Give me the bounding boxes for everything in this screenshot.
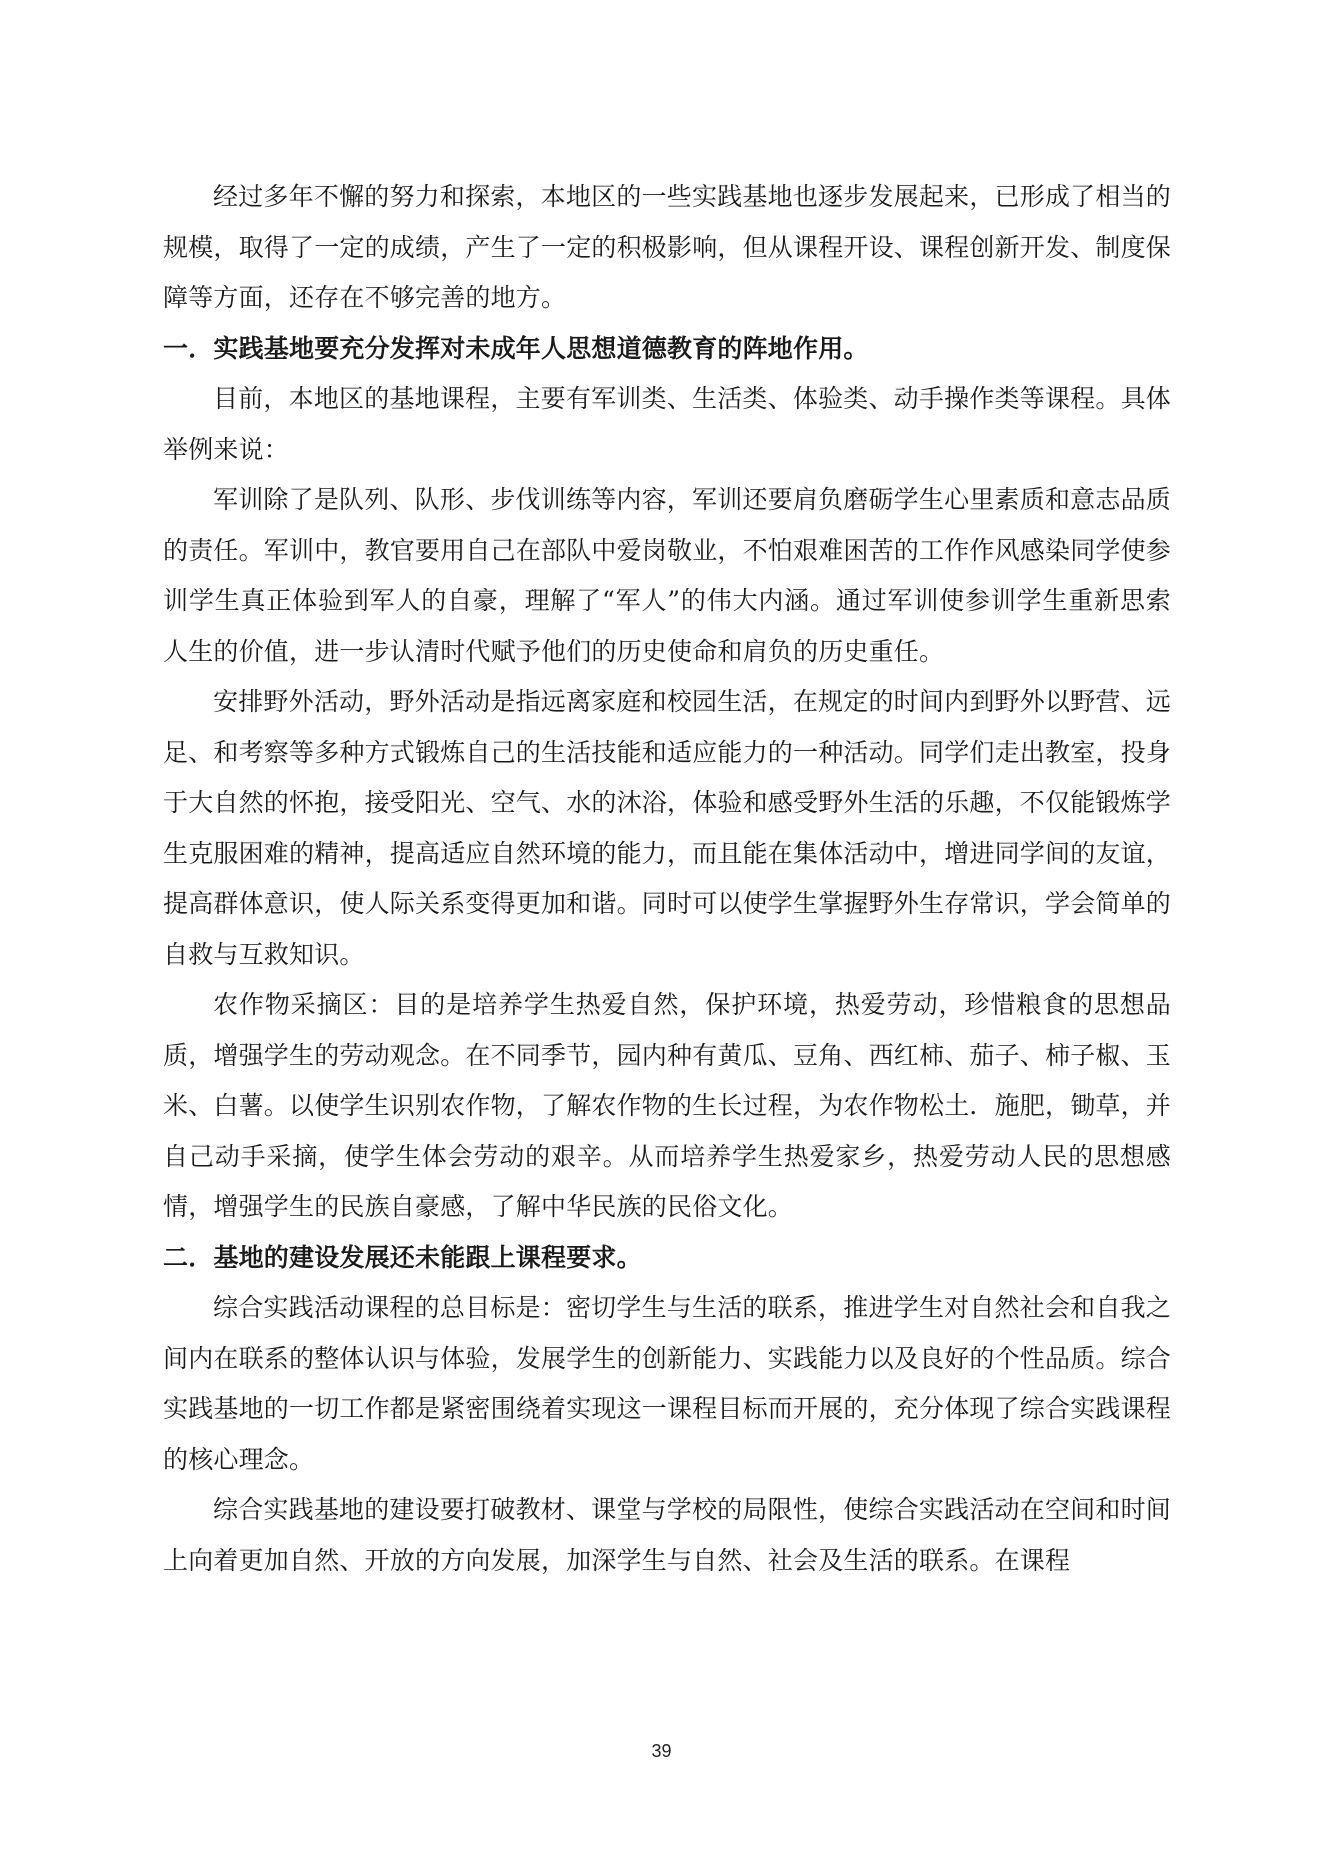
paragraph: 安排野外活动，野外活动是指远离家庭和校园生活，在规定的时间内到野外以野营、远足、和考察等多种方式锻炼自己的生活技能和适应能力的一种活动。同学们走出教室，投身于大自然的怀抱，接受阳光、空气、水的沐浴，体验和感受野外生活的乐趣，不仅能锻炼学生克服困难的精神，提高适应自然环境的能力，而且能在集体活动中，增进同学间的友谊，提高群体意识，使人际关系变得更加和谐。同时可以使学生掌握野外生存常识，学会简单的自救与互救知识。 <box>163 687 1172 969</box>
page-number: 39 <box>651 1741 672 1761</box>
paragraph: 农作物采摘区：目的是培养学生热爱自然，保护环境，热爱劳动，珍惜粮食的思想品质，增强学生的劳动观念。在不同季节，园内种有黄瓜、豆角、西红柿、茄子、柿子椒、玉米、白薯。以使学生识别农作物，了解农作物的生长过程，为农作物松土．施肥，锄草，并自己动手采摘，使学生体会劳动的艰辛。从而培养学生热爱家乡，热爱劳动人民的思想感情，增强学生的民族自豪感，了解中华民族的民俗文化。 <box>163 990 1172 1221</box>
section-heading-1: 一．实践基地要充分发挥对未成年人思想道德教育的阵地作用。 <box>163 333 869 363</box>
paragraph: 目前，本地区的基地课程，主要有军训类、生活类、体验类、动手操作类等课程。具体举例来说： <box>163 384 1171 464</box>
section-heading-2: 二．基地的建设发展还未能跟上课程要求。 <box>163 1242 642 1272</box>
document-body <box>163 172 1171 1586</box>
paragraph-intro: 经过多年不懈的努力和探索，本地区的一些实践基地也逐步发展起来，已形成了相当的规模，取得了一定的成绩，产生了一定的积极影响，但从课程开设、课程创新开发、制度保障等方面，还存在不够完善的地方。 <box>163 182 1172 312</box>
paragraph: 综合实践基地的建设要打破教材、课堂与学校的局限性，使综合实践活动在空间和时间上向着更加自然、开放的方向发展，加深学生与自然、社会及生活的联系。在课程 <box>163 1495 1171 1575</box>
paragraph: 军训除了是队列、队形、步伐训练等内容，军训还要肩负磨砺学生心里素质和意志品质的责任。军训中，教官要用自己在部队中爱岗敬业，不怕艰难困苦的工作作风感染同学使参训学生真正体验到军人的自豪，理解了“军人”的伟大内涵。通过军训使参训学生重新思索人生的价值，进一步认清时代赋予他们的历史使命和肩负的历史重任。 <box>163 485 1172 666</box>
paragraph: 综合实践活动课程的总目标是：密切学生与生活的联系，推进学生对自然社会和自我之间内在联系的整体认识与体验，发展学生的创新能力、实践能力以及良好的个性品质。综合实践基地的一切工作都是紧密围绕着实现这一课程目标而开展的，充分体现了综合实践课程的核心理念。 <box>163 1293 1172 1474</box>
